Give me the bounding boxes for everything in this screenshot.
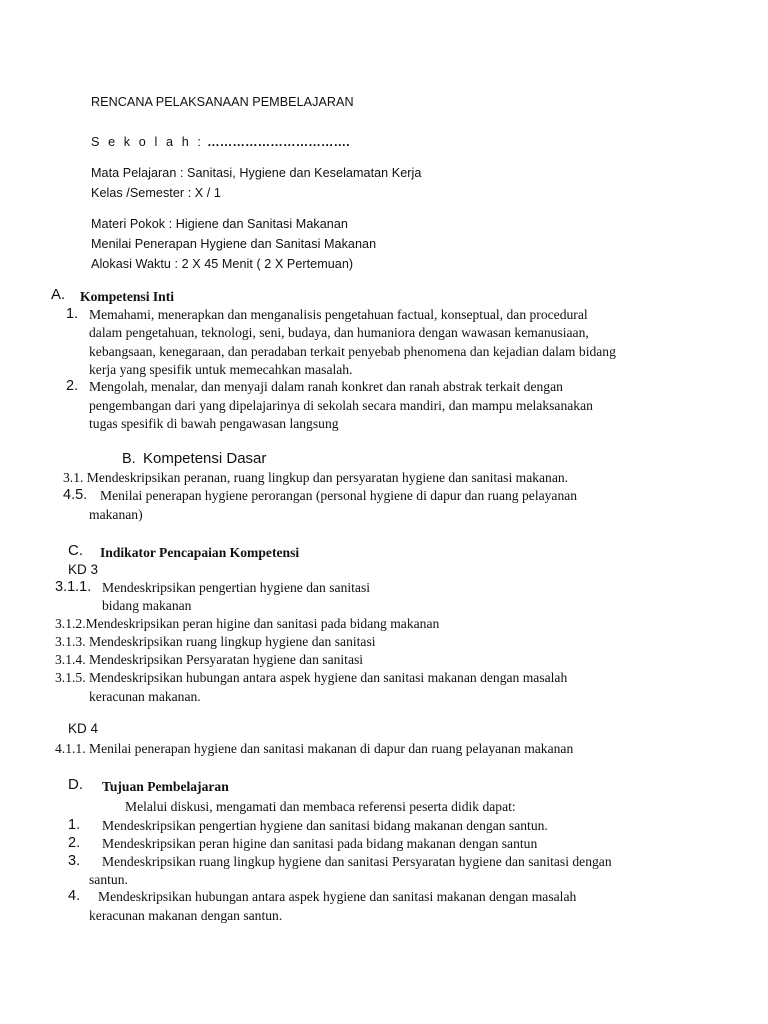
section-a-title: Kompetensi Inti bbox=[80, 289, 175, 304]
section-d-letter: D. bbox=[68, 776, 83, 793]
ki-2-number: 2. bbox=[66, 378, 79, 394]
sekolah-label: S e k o l a h : bbox=[91, 135, 204, 149]
kd-3-1: 3.1. Mendeskripsikan peranan, ruang lingkup dan persyaratan hygiene dan sanitasi makanan. bbox=[63, 470, 569, 485]
indikator-4-1-1: 4.1.1. Menilai penerapan hygiene dan sanitasi makanan di dapur dan ruang pelayanan makanan bbox=[55, 741, 574, 756]
indikator-3-1-5-line: 3.1.5. Mendeskripsikan hubungan antara aspek hygiene dan sanitasi makanan dengan masalah bbox=[55, 670, 568, 685]
section-a-letter: A. bbox=[51, 286, 66, 303]
tujuan-2-line: Mendeskripsikan peran higine dan sanitasi pada bidang makanan dengan santun bbox=[102, 836, 538, 851]
ki-2-line: Mengolah, menalar, dan menyaji dalam ranah konkret dan ranah abstrak terkait dengan bbox=[89, 379, 563, 394]
document-title: RENCANA PELAKSANAAN PEMBELAJARAN bbox=[91, 95, 354, 109]
tujuan-4-number: 4. bbox=[68, 888, 81, 904]
ki-1-number: 1. bbox=[66, 306, 79, 322]
ki-2-line: pengembangan dari yang dipelajarinya di sekolah secara mandiri, dan mampu melaksanakan bbox=[89, 398, 593, 413]
indikator-3-1-2: 3.1.2.Mendeskripsikan peran higine dan sanitasi pada bidang makanan bbox=[55, 616, 440, 631]
ki-1-line: kerja yang spesifik untuk memecahkan masalah. bbox=[89, 362, 353, 377]
section-c-letter: C. bbox=[68, 542, 83, 559]
kd-3-label: KD 3 bbox=[68, 562, 99, 577]
tujuan-2-number: 2. bbox=[68, 835, 81, 851]
tujuan-4-line: keracunan makanan dengan santun. bbox=[89, 908, 283, 923]
sekolah-value: ……………………………. bbox=[207, 135, 350, 149]
tujuan-4-line: Mendeskripsikan hubungan antara aspek hygiene dan sanitasi makanan dengan masalah bbox=[98, 889, 577, 904]
section-c-title: Indikator Pencapaian Kompetensi bbox=[100, 545, 300, 560]
ki-2-line: tugas spesifik di bawah pengawasan langsung bbox=[89, 416, 339, 431]
tujuan-intro: Melalui diskusi, mengamati dan membaca referensi peserta didik dapat: bbox=[125, 799, 516, 814]
indikator-3-1-4: 3.1.4. Mendeskripsikan Persyaratan hygiene dan sanitasi bbox=[55, 652, 364, 667]
kd-4-5-line: makanan) bbox=[89, 507, 143, 522]
alokasi-waktu: Alokasi Waktu : 2 X 45 Menit ( 2 X Pertemuan) bbox=[91, 257, 354, 271]
mata-pelajaran: Mata Pelajaran : Sanitasi, Hygiene dan Keselamatan Kerja bbox=[91, 166, 422, 180]
indikator-3-1-3: 3.1.3. Mendeskripsikan ruang lingkup hygiene dan sanitasi bbox=[55, 634, 376, 649]
section-b-title: Kompetensi Dasar bbox=[143, 450, 267, 467]
sekolah-line bbox=[91, 135, 350, 149]
ki-1-line: kebangsaan, kenegaraan, dan peradaban terkait penyebab phenomena dan kejadian dalam bidang bbox=[89, 344, 616, 359]
ki-1-line: Memahami, menerapkan dan menganalisis pengetahuan factual, konseptual, dan procedural bbox=[89, 307, 588, 322]
indikator-3-1-1-number: 3.1.1. bbox=[55, 579, 92, 595]
tujuan-1-line: Mendeskripsikan pengertian hygiene dan sanitasi bidang makanan dengan santun. bbox=[102, 818, 548, 833]
indikator-3-1-5-line: keracunan makanan. bbox=[89, 689, 201, 704]
materi-pokok: Materi Pokok : Higiene dan Sanitasi Makanan bbox=[91, 217, 348, 231]
kd-4-label: KD 4 bbox=[68, 721, 99, 736]
section-d-title: Tujuan Pembelajaran bbox=[102, 779, 229, 794]
tujuan-3-number: 3. bbox=[68, 853, 81, 869]
tujuan-3-line: santun. bbox=[89, 872, 128, 887]
kd-4-5-line: Menilai penerapan hygiene perorangan (personal hygiene di dapur dan ruang pelayanan bbox=[100, 488, 578, 503]
indikator-3-1-1-line: Mendeskripsikan pengertian hygiene dan sanitasi bbox=[102, 580, 371, 595]
ki-1-line: dalam pengetahuan, teknologi, seni, budaya, dan humaniora dengan wawasan kemanusiaan, bbox=[89, 325, 589, 340]
menilai-penerapan: Menilai Penerapan Hygiene dan Sanitasi Makanan bbox=[91, 237, 377, 251]
tujuan-3-line: Mendeskripsikan ruang lingkup hygiene dan sanitasi Persyaratan hygiene dan sanitasi dengan bbox=[102, 854, 612, 869]
section-b-letter: B. bbox=[122, 451, 136, 467]
indikator-3-1-1-line: bidang makanan bbox=[102, 598, 192, 613]
tujuan-1-number: 1. bbox=[68, 817, 81, 833]
kd-4-5-number: 4.5. bbox=[63, 487, 88, 503]
kelas-semester: Kelas /Semester : X / 1 bbox=[91, 186, 221, 200]
